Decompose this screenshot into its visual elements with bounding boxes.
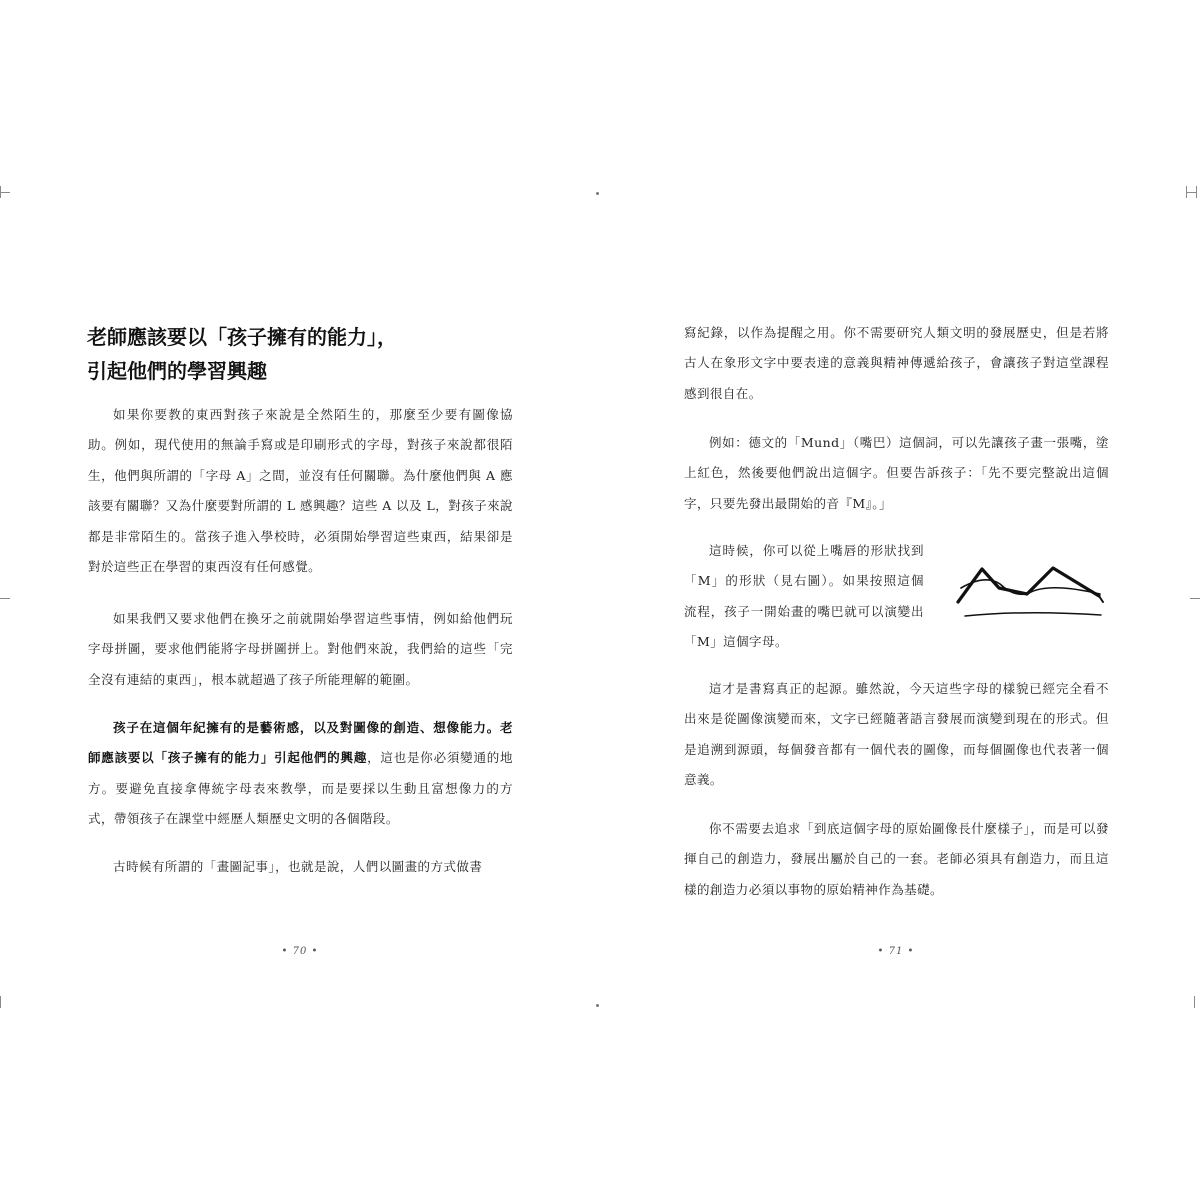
mouth-to-letter-m-sketch-icon <box>955 560 1107 622</box>
right-paragraph-2: 例如：德文的「Mund」（嘴巴）這個詞，可以先讓孩子畫一張嘴，塗上紅色，然後要他們說出這個字。但要告訴孩子：「先不要完整說出這個字，只要先發出最開始的音『M』。」 <box>684 435 1109 511</box>
emphasis-text: 孩子在這個年紀擁有的是藝術感，以及對圖像的創造、想像能力。 <box>113 720 501 735</box>
page-number: • 70 • <box>281 946 319 957</box>
left-paragraph-3 <box>88 713 513 835</box>
left-paragraph-2: 如果我們又要求他們在換牙之前就開始學習這些事情，例如給他們玩字母拼圖，要求他們能將字母拼圖拼上。對他們來說，我們給的這些「完全沒有連結的東西」，根本就超過了孩子所能理解的範圍。 <box>88 611 513 687</box>
heading-line-1: 老師應該要以「孩子擁有的能力」， <box>87 325 397 349</box>
paragraph-text: ，這也是你必須變通的地方。要避免直接拿傳統字母表來教學，而是要採以生動且富想像力的方式，帶領孩子在課堂中經歷人類歷史文明的各個階段。 <box>88 750 514 827</box>
section-heading <box>87 320 487 388</box>
right-page <box>600 0 1200 1200</box>
right-paragraph-4: 這才是書寫真正的起源。雖然說，今天這些字母的樣貌已經完全看不出來是從圖像演變而來，文字已經隨著語言發展而演變到現在的形式。但是追溯到源頭，每個發音都有一個代表的圖像，而每個圖像也代表著一個意義。 <box>684 681 1109 788</box>
left-paragraph-4: 古時候有所謂的「畫圖記事」，也就是說，人們以圖畫的方式做書 <box>113 859 483 874</box>
paragraph-text: 寫紀錄，以作為提醒之用。你不需要研究人類文明的發展歷史，但是若將古人在象形文字中要表達的意義與精神傳遞給孩子，會讓孩子對這堂課程感到很自在。 <box>684 325 1109 401</box>
right-paragraph-5: 你不需要去追求「到底這個字母的原始圖像長什麼樣子」，而是可以發揮自己的創造力，發展出屬於自己的一套。老師必須具有創造力，而且這樣的創造力必須以事物的原始精神作為基礎。 <box>684 821 1109 897</box>
right-paragraph-3: 這時候，你可以從上嘴唇的形狀找到「M」的形狀（見右圖）。如果按照這個流程，孩子一開始畫的嘴巴就可以演變出「M」這個字母。 <box>684 543 924 650</box>
left-paragraph-1: 如果你要教的東西對孩子來說是全然陌生的，那麼至少要有圖像協助。例如，現代使用的無論手寫或是印刷形式的字母，對孩子來說都很陌生，他們與所謂的「字母 A」之間，並沒有任何關聯。為什麼他們與 A 應該要有關聯？又為什麼要對所謂的 L 感興趣？這些 A 以及 L，對孩子來說都是非常陌生的。當孩子進入學校時，必須開始學習這些東西，結果卻是對於這些正在學習的東西沒有任何感覺。 <box>88 407 513 575</box>
page-number: • 71 • <box>877 946 915 957</box>
emphasis-text-2: 老師應該要以「孩子擁有的能力」引起他們的興趣 <box>88 720 513 766</box>
right-paragraph-1 <box>684 318 1109 409</box>
heading-line-2: 引起他們的學習興趣 <box>87 359 267 383</box>
